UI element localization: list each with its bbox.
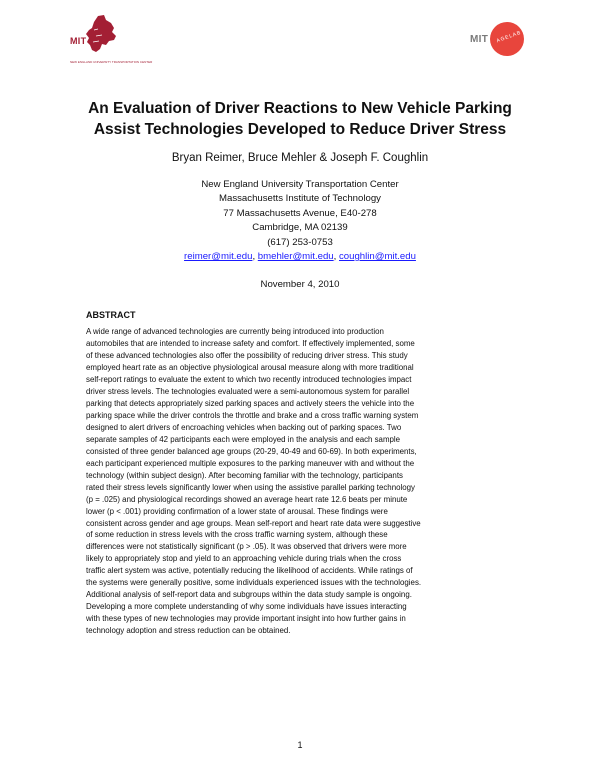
abstract-line: with these types of new technologies may provide important insight into how further gains in	[86, 614, 406, 624]
abstract-line: designed to alert drivers of encroaching vehicles when backing out of parking spaces. Two	[86, 422, 402, 432]
affiliation-line-3: 77 Massachusetts Avenue, E40-278	[223, 207, 377, 219]
abstract-line: lower (p < .001) providing confirmation of a lower state of arousal. These findings were	[86, 506, 388, 516]
page-number: 1	[297, 740, 303, 750]
abstract-line: likely to appropriately stop and yield to an approaching vehicle during trials when the cross	[86, 554, 402, 564]
affiliation-line-4: Cambridge, MA 02139	[252, 222, 348, 234]
agelab-logo-mit-text: MIT	[470, 34, 489, 45]
abstract-line: parking space while the driver controls the throttle and brake and a cross traffic warning system	[86, 410, 419, 420]
abstract-line: employed heart rate as an objective physiological arousal measure along with more traditional	[86, 362, 414, 372]
abstract-line: (p = .025) and physiological recordings showed an average heart rate 12.6 beats per minute	[86, 494, 408, 504]
author-emails: reimer@mit.edu, bmehler@mit.edu, coughlin@mit.edu	[184, 251, 416, 263]
abstract-line: each participant experienced multiple exposures to the parking maneuver with and without the	[86, 458, 415, 468]
abstract-line: Developing a more complete understanding of why some individuals have issues interacting	[86, 602, 407, 612]
abstract-line: rated their stress levels significantly lower when using the assistive parallel parking technology	[86, 482, 415, 492]
paper-title	[40, 98, 560, 140]
nutc-logo-mit-text: MIT	[70, 36, 87, 46]
abstract-line: of some reduction in stress levels with the cross traffic warning system, although these	[86, 530, 388, 540]
abstract-line: parking that detects appropriately sized parking spaces and actively steers the vehicle into the	[86, 398, 415, 408]
abstract-line: consisted of three gender balanced age groups (20-29, 40-49 and 60-69). In both experiments,	[86, 446, 417, 456]
abstract-line: the systems were generally positive, some individuals experienced issues with the technologies.	[86, 578, 422, 588]
nutc-logo-tagline: NEW ENGLAND UNIVERSITY TRANSPORTATION CENTER	[70, 60, 153, 64]
paper-title-line-1: An Evaluation of Driver Reactions to New Vehicle Parking	[88, 100, 512, 117]
affiliation-line-2: Massachusetts Institute of Technology	[219, 193, 381, 205]
affiliation-line-1: New England University Transportation Center	[201, 179, 399, 190]
author-affiliation	[40, 178, 560, 264]
abstract-line: automobiles that are intended to increase safety and comfort. If effectively implemented, some	[86, 338, 415, 348]
paper-authors: Bryan Reimer, Bruce Mehler & Joseph F. Coughlin	[171, 152, 429, 164]
abstract-line: technology (within subject design). After becoming familiar with the technology, participants	[86, 470, 403, 480]
abstract-heading: ABSTRACT	[86, 310, 136, 320]
abstract-line: driver stress levels. The technologies evaluated were a semi-autonomous system for parallel	[86, 386, 410, 396]
abstract-line: separate samples of 42 participants each were employed in the analysis and each sample	[86, 434, 401, 444]
abstract-body	[86, 326, 516, 637]
abstract-line: technology adoption and stress reduction can be obtained.	[86, 626, 291, 636]
email-link-bmehler[interactable]: bmehler@mit.edu	[257, 251, 334, 263]
email-link-reimer[interactable]: reimer@mit.edu	[184, 251, 253, 263]
agelab-logo-text: AGELAB	[495, 29, 523, 45]
abstract-line: of these advanced technologies also offer the possibility of reducing driver stress. This study	[86, 350, 408, 360]
nutc-logo	[70, 14, 153, 70]
abstract-line: self-report ratings to evaluate the extent to which two recently introduced technologies impact	[86, 374, 412, 384]
abstract-line: traffic alert system was active, potentially reducing the likelihood of accidents. While ratings of	[86, 566, 413, 576]
abstract-line: Additional analysis of self-report data and subgroups within the data study sample is ongoing.	[86, 590, 412, 600]
new-england-map-icon	[84, 14, 118, 58]
email-link-coughlin[interactable]: coughlin@mit.edu	[339, 251, 416, 263]
paper-date: November 4, 2010	[260, 279, 340, 290]
abstract-line: differences were not statistically significant (p > .05). It was observed that drivers were more	[86, 542, 407, 552]
abstract-line: consistent across gender and age groups. Mean self-report and heart rate data were suggestive	[86, 518, 421, 528]
abstract-line: A wide range of advanced technologies are currently being introduced into production	[86, 327, 384, 336]
affiliation-line-5: (617) 253-0753	[267, 236, 333, 248]
paper-title-line-2: Assist Technologies Developed to Reduce Driver Stress	[93, 121, 507, 138]
agelab-logo	[470, 22, 550, 62]
